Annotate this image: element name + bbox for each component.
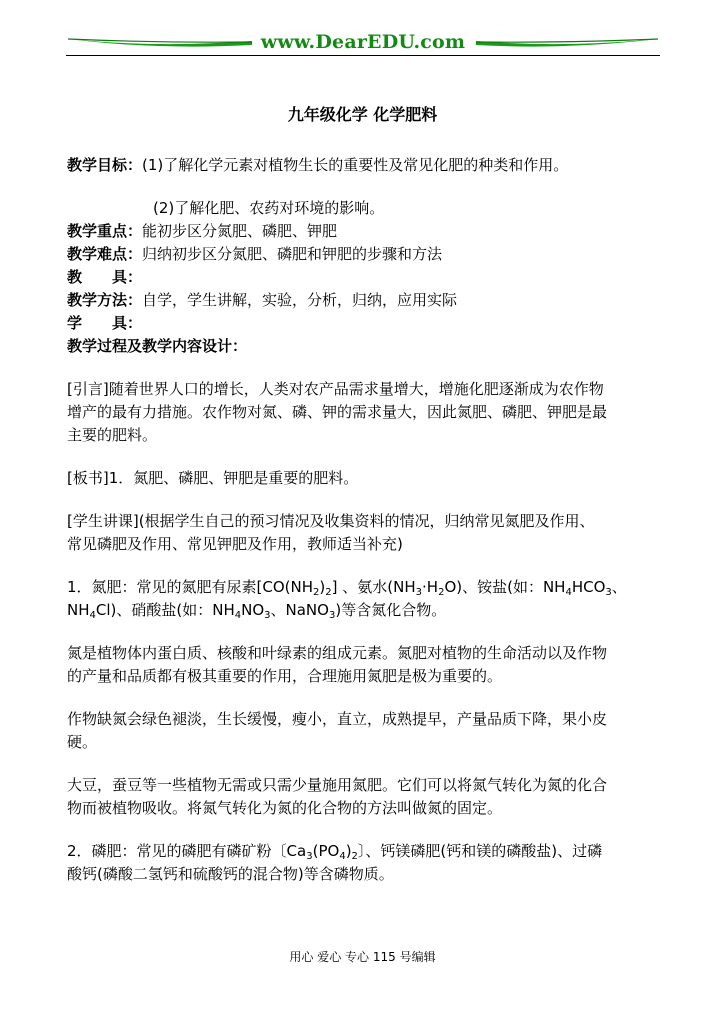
objectives-line-1 [67, 154, 662, 177]
subscript: 3 [328, 610, 336, 621]
page-header [66, 28, 660, 58]
text-run: NO [241, 601, 265, 619]
subscript: 3 [605, 587, 612, 598]
key-points-text: 能初步区分氮肥、磷肥、钾肥 [142, 222, 338, 240]
text-run: 、NaNO [270, 601, 329, 619]
subscript: 3 [306, 851, 313, 862]
intro-line-3: 主要的肥料。 [67, 426, 158, 444]
spacer [67, 447, 662, 467]
text-run: 1．氮肥：常见的氮肥有尿素[CO(NH [67, 578, 314, 596]
nitrogen-deficiency-line-1: 作物缺氮会绿色褪淡，生长缓慢，瘦小，直立，成熟提早，产量品质下降，果小皮 [67, 710, 608, 728]
subscript: 2 [313, 587, 320, 598]
intro-line-2: 增产的最有力措施。农作物对氮、磷、钾的需求量大，因此氮肥、磷肥、钾肥是最 [67, 403, 608, 421]
text-run: (PO [312, 842, 340, 860]
text-run: ·H [422, 578, 439, 596]
spacer [67, 622, 662, 642]
spacer [67, 820, 662, 840]
key-points-label: 教学重点： [67, 222, 143, 240]
phosphorus-line-2: 酸钙(磷酸二氢钙和硫酸钙的混合物)等含磷物质。 [67, 865, 394, 883]
nitrogen-deficiency-line-2: 硬。 [67, 733, 98, 751]
student-talk-line-1: [学生讲课](根据学生自己的预习情况及收集资料的情况，归纳常见氮肥及作用、 [67, 512, 595, 530]
key-points-line [67, 220, 662, 243]
student-talk-line-2: 常见磷肥及作用、常见钾肥及作用，教师适当补充) [67, 535, 403, 553]
spacer [67, 177, 662, 197]
subscript: 2 [325, 587, 332, 598]
intro-line-1: [引言]随着世界人口的增长，人类对农产品需求量增大，增施化肥逐渐成为农作物 [67, 380, 604, 398]
spacer [67, 556, 662, 576]
nitrogen-role-line-1: 氮是植物体内蛋白质、核酸和叶绿素的组成元素。氮肥对植物的生命活动以及作物 [67, 644, 608, 662]
subscript: 3 [415, 587, 422, 598]
site-brand-logo: www.DearEDU.com [260, 31, 466, 53]
subscript: 2 [438, 587, 445, 598]
text-run: 〕、钙镁磷肥(钙和镁的磷酸盐)、过磷 [357, 842, 603, 860]
teaching-tools-line [67, 266, 662, 289]
nitrogen-fixation-line-1: 大豆，蚕豆等一些植物无需或只需少量施用氮肥。它们可以将氮气转化为氮的化合 [67, 776, 608, 794]
nitrogen-role-line-2: 的产量和品质都有极其重要的作用，合理施用氮肥是极为重要的。 [67, 667, 503, 685]
page-footer: 用心 爱心 专心 115 号编辑 [289, 950, 436, 964]
text-run: ) [319, 578, 326, 596]
nitrogen-fixation-line-2: 物而被植物吸收。将氮气转化为氮的化合物的方法叫做氮的固定。 [67, 799, 503, 817]
difficulties-text: 归纳初步区分氮肥、磷肥和钾肥的步骤和方法 [142, 245, 443, 263]
subscript: 4 [565, 587, 572, 598]
text-run: O)、铵盐(如：NH [444, 578, 566, 596]
text-run: 2．磷肥：常见的磷肥有磷矿粉〔Ca [67, 842, 307, 860]
text-run: NH [67, 601, 90, 619]
document-body [67, 154, 662, 886]
page-title: 九年级化学 化学肥料 [287, 105, 438, 124]
header-rule [66, 55, 660, 56]
methods-line [67, 289, 662, 312]
methods-text: 自学，学生讲解，实验，分析，归纳，应用实际 [142, 291, 458, 309]
phosphorus-line-1 [67, 840, 662, 863]
subscript: 4 [339, 851, 346, 862]
text-run: ] 、氨水(NH [331, 578, 416, 596]
text-run: )等含氮化合物。 [335, 601, 447, 619]
text-run: 、 [611, 578, 627, 596]
text-run: Cl)、硝酸盐(如：NH [95, 601, 235, 619]
process-label: 教学过程及教学内容设计： [67, 337, 248, 355]
teaching-tools-label: 教 具： [67, 268, 143, 286]
subscript: 2 [351, 851, 358, 862]
text-run: ) [345, 842, 352, 860]
nitrogen-formula-line-2 [67, 599, 662, 622]
difficulties-line [67, 243, 662, 266]
subscript: 4 [234, 610, 242, 621]
board-line: [板书]1．氮肥、磷肥、钾肥是重要的肥料。 [67, 469, 359, 487]
spacer [67, 358, 662, 378]
subscript: 3 [264, 610, 271, 621]
spacer [67, 688, 662, 708]
objectives-label: 教学目标： [67, 156, 143, 174]
difficulties-label: 教学难点： [67, 245, 143, 263]
methods-label: 教学方法： [67, 291, 143, 309]
student-tools-line [67, 312, 662, 335]
objectives-line-2: (2)了解化肥、农药对环境的影响。 [153, 199, 385, 217]
objectives-text-1: (1)了解化学元素对植物生长的重要性及常见化肥的种类和作用。 [142, 156, 569, 174]
subscript: 4 [89, 610, 96, 621]
student-tools-label: 学 具： [67, 314, 143, 332]
spacer [67, 754, 662, 774]
spacer [67, 490, 662, 510]
text-run: HCO [571, 578, 606, 596]
nitrogen-formula-line-1 [67, 576, 662, 599]
